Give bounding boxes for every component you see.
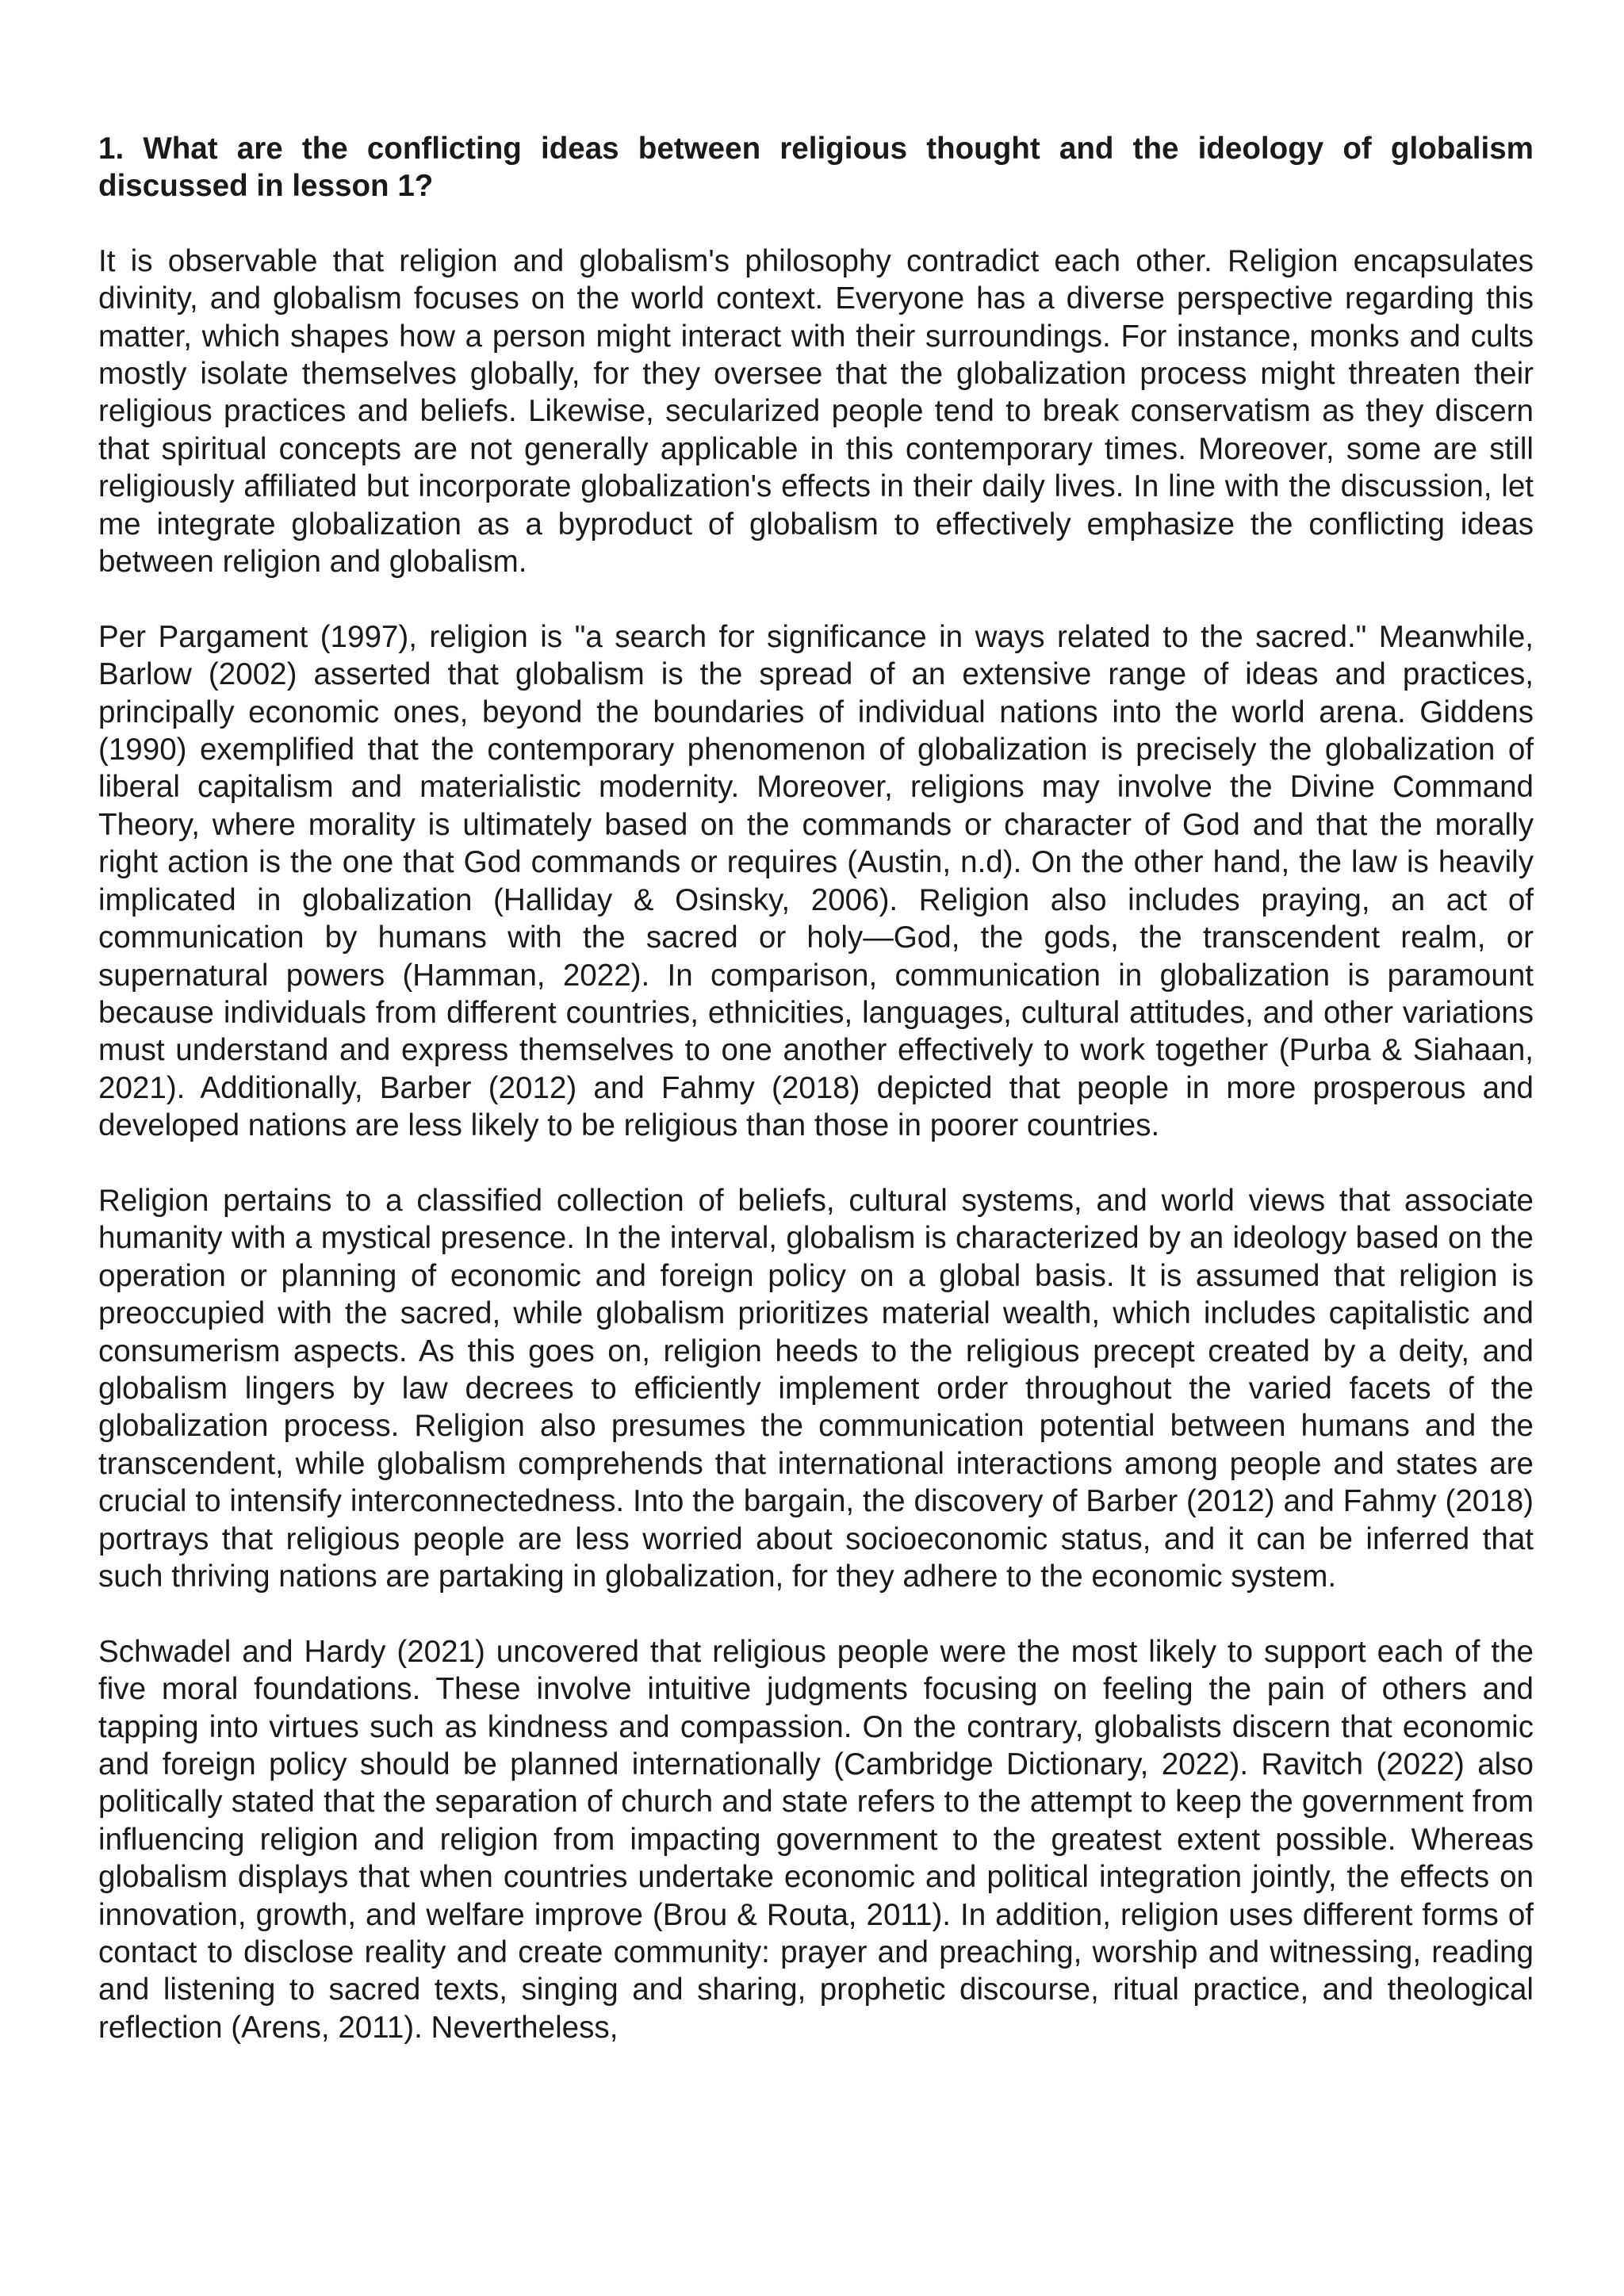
paragraph-intro: It is observable that religion and globalism's philosophy contradict each other. Religion encapsulates divinity, and globalism focuses on the world context. Everyone has a diverse perspective regarding this matter, which shapes how a person might interact with their surroundings. For instance, monks and cults mostly isolate themselves globally, for they oversee that the globalization process might threaten their religious practices and beliefs. Likewise, secularized people tend to break conservatism as they discern that spiritual concepts are not generally applicable in this contemporary times. Moreover, some are still religiously affiliated but incorporate globalization's effects in their daily lives. In line with the discussion, let me integrate globalization as a byproduct of globalism to effectively emphasize the conflicting ideas between religion and globalism. xyxy=(98,243,1534,580)
question-heading: 1. What are the conflicting ideas between religious thought and the ideology of globalism discussed in lesson 1? xyxy=(98,132,1534,204)
paragraph-definitions: Per Pargament (1997), religion is "a search for significance in ways related to the sacred." Meanwhile, Barlow (2002) asserted that globalism is the spread of an extensive range of ideas and practices, principally economic ones, beyond the boundaries of individual nations into the world arena. Giddens (1990) exemplified that the contemporary phenomenon of globalization is precisely the globalization of liberal capitalism and materialistic modernity. Moreover, religions may involve the Divine Command Theory, where morality is ultimately based on the commands or character of God and that the morally right action is the one that God commands or requires (Austin, n.d). On the other hand, the law is heavily implicated in globalization (Halliday & Osinsky, 2006). Religion also includes praying, an act of communication by humans with the sacred or holy—God, the gods, the transcendent realm, or supernatural powers (Hamman, 2022). In comparison, communication in globalization is paramount because individuals from different countries, ethnicities, languages, cultural attitudes, and other variations must understand and express themselves to one another effectively to work together (Purba & Siahaan, 2021). Additionally, Barber (2012) and Fahmy (2018) depicted that people in more prosperous and developed nations are less likely to be religious than those in poorer countries. xyxy=(98,619,1534,1143)
paragraph-moral-foundations: Schwadel and Hardy (2021) uncovered that religious people were the most likely to support each of the five moral foundations. These involve intuitive judgments focusing on feeling the pain of others and tapping into virtues such as kindness and compassion. On the contrary, globalists discern that economic and foreign policy should be planned internationally (Cambridge Dictionary, 2022). Ravitch (2022) also politically stated that the separation of church and state refers to the attempt to keep the government from influencing religion and religion from impacting government to the greatest extent possible. Whereas globalism displays that when countries undertake economic and political integration jointly, the effects on innovation, growth, and welfare improve (Brou & Routa, 2011). In addition, religion uses different forms of contact to disclose reality and create community: prayer and preaching, worship and witnessing, reading and listening to sacred texts, singing and sharing, prophetic discourse, ritual practice, and theological reflection (Arens, 2011). Nevertheless, xyxy=(98,1634,1534,2045)
document-page xyxy=(98,130,1534,2084)
paragraph-comparison: Religion pertains to a classified collection of beliefs, cultural systems, and world views that associate humanity with a mystical presence. In the interval, globalism is characterized by an ideology based on the operation or planning of economic and foreign policy on a global basis. It is assumed that religion is preoccupied with the sacred, while globalism prioritizes material wealth, which includes capitalistic and consumerism aspects. As this goes on, religion heeds to the religious precept created by a deity, and globalism lingers by law decrees to efficiently implement order throughout the varied facets of the globalization process. Religion also presumes the communication potential between humans and the transcendent, while globalism comprehends that international interactions among people and states are crucial to intensify interconnectedness. Into the bargain, the discovery of Barber (2012) and Fahmy (2018) portrays that religious people are less worried about socioeconomic status, and it can be inferred that such thriving nations are partaking in globalization, for they adhere to the economic system. xyxy=(98,1183,1534,1594)
